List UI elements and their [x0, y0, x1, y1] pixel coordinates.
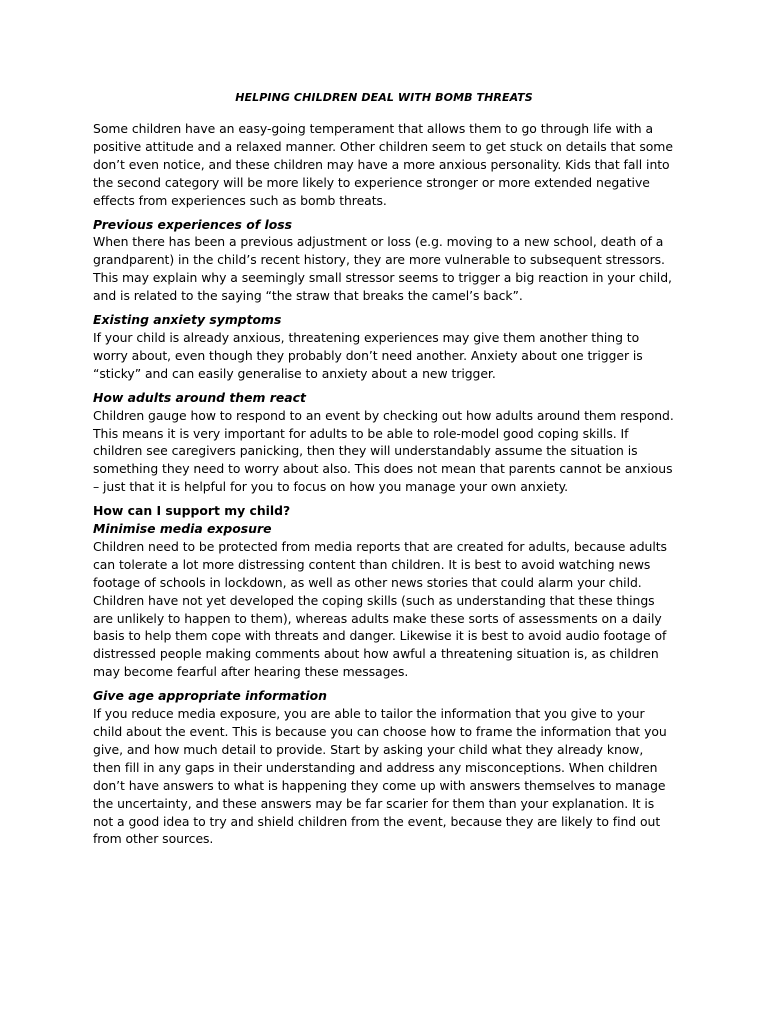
- intro-paragraph: Some children have an easy-going temperament that allows them to go through life with a positive attitude and a relaxed manner. Other children seem to get stuck on details that some don’t even notice, and these children may have a more anxious personality. Kids that fall into the second category will be more likely to experience stronger or more extended negative effects from experiences such as bomb threats.: [93, 121, 673, 208]
- section-body: Children gauge how to respond to an event by checking out how adults around them respond. This means it is very important for adults to be able to role-model good coping skills. If children see caregivers panicking, then they will understandably assume the situation is something they need to worry about also. This does not mean that parents cannot be anxious – just that it is helpful for you to focus on how you manage your own anxiety.: [93, 407, 674, 495]
- document-title: HELPING CHILDREN DEAL WITH BOMB THREATS: [235, 91, 533, 104]
- section-previous-loss: [93, 216, 675, 306]
- section-support-child: [93, 502, 675, 681]
- section-existing-anxiety: [93, 311, 675, 383]
- section-heading: Previous experiences of loss: [93, 216, 292, 232]
- section-heading: How adults around them react: [93, 389, 306, 405]
- section-body: If you reduce media exposure, you are able to tailor the information that you give to your child about the event. This is because you can choose how to frame the information that you give, and how much detail to provide. Start by asking your child what they already know, then fill in any gaps in their understanding and address any misconceptions. When children don’t have answers to what is happening they come up with answers themselves to manage the uncertainty, and these answers may be far scarier for them than your explanation. It is not a good idea to try and shield children from the event, because they are likely to find out from other sources.: [93, 706, 667, 847]
- section-heading: Minimise media exposure: [93, 521, 272, 537]
- section-heading: Give age appropriate information: [93, 688, 327, 704]
- section-body: Children need to be protected from media reports that are created for adults, because adults can tolerate a lot more distressing content than children. It is best to avoid watching news footage of schools in lockdown, as well as other news stories that could alarm your child. Children have not yet developed the coping skills (such as understanding that these things are unlikely to happen to them), whereas adults make these sorts of assessments on a daily basis to help them cope with threats and danger. Likewise it is best to avoid audio footage of distressed people making comments about how awful a threatening situation is, as children may become fearful after hearing these messages.: [93, 538, 667, 680]
- section-age-appropriate-info: [93, 687, 675, 848]
- section-adults-react: [93, 389, 675, 496]
- document-page: [93, 90, 675, 848]
- section-body: If your child is already anxious, threatening experiences may give them another thing to worry about, even though they probably don’t need another. Anxiety about one trigger is “sticky” and can easily generalise to anxiety about a new trigger.: [93, 329, 643, 381]
- section-heading: Existing anxiety symptoms: [93, 312, 282, 328]
- support-question-heading: How can I support my child?: [93, 503, 291, 519]
- section-body: When there has been a previous adjustment or loss (e.g. moving to a new school, death of a grandparent) in the child’s recent history, they are more vulnerable to subsequent stressors. This may explain why a seemingly small stressor seems to trigger a big reaction in your child, and is related to the saying “the straw that breaks the camel’s back”.: [93, 234, 672, 304]
